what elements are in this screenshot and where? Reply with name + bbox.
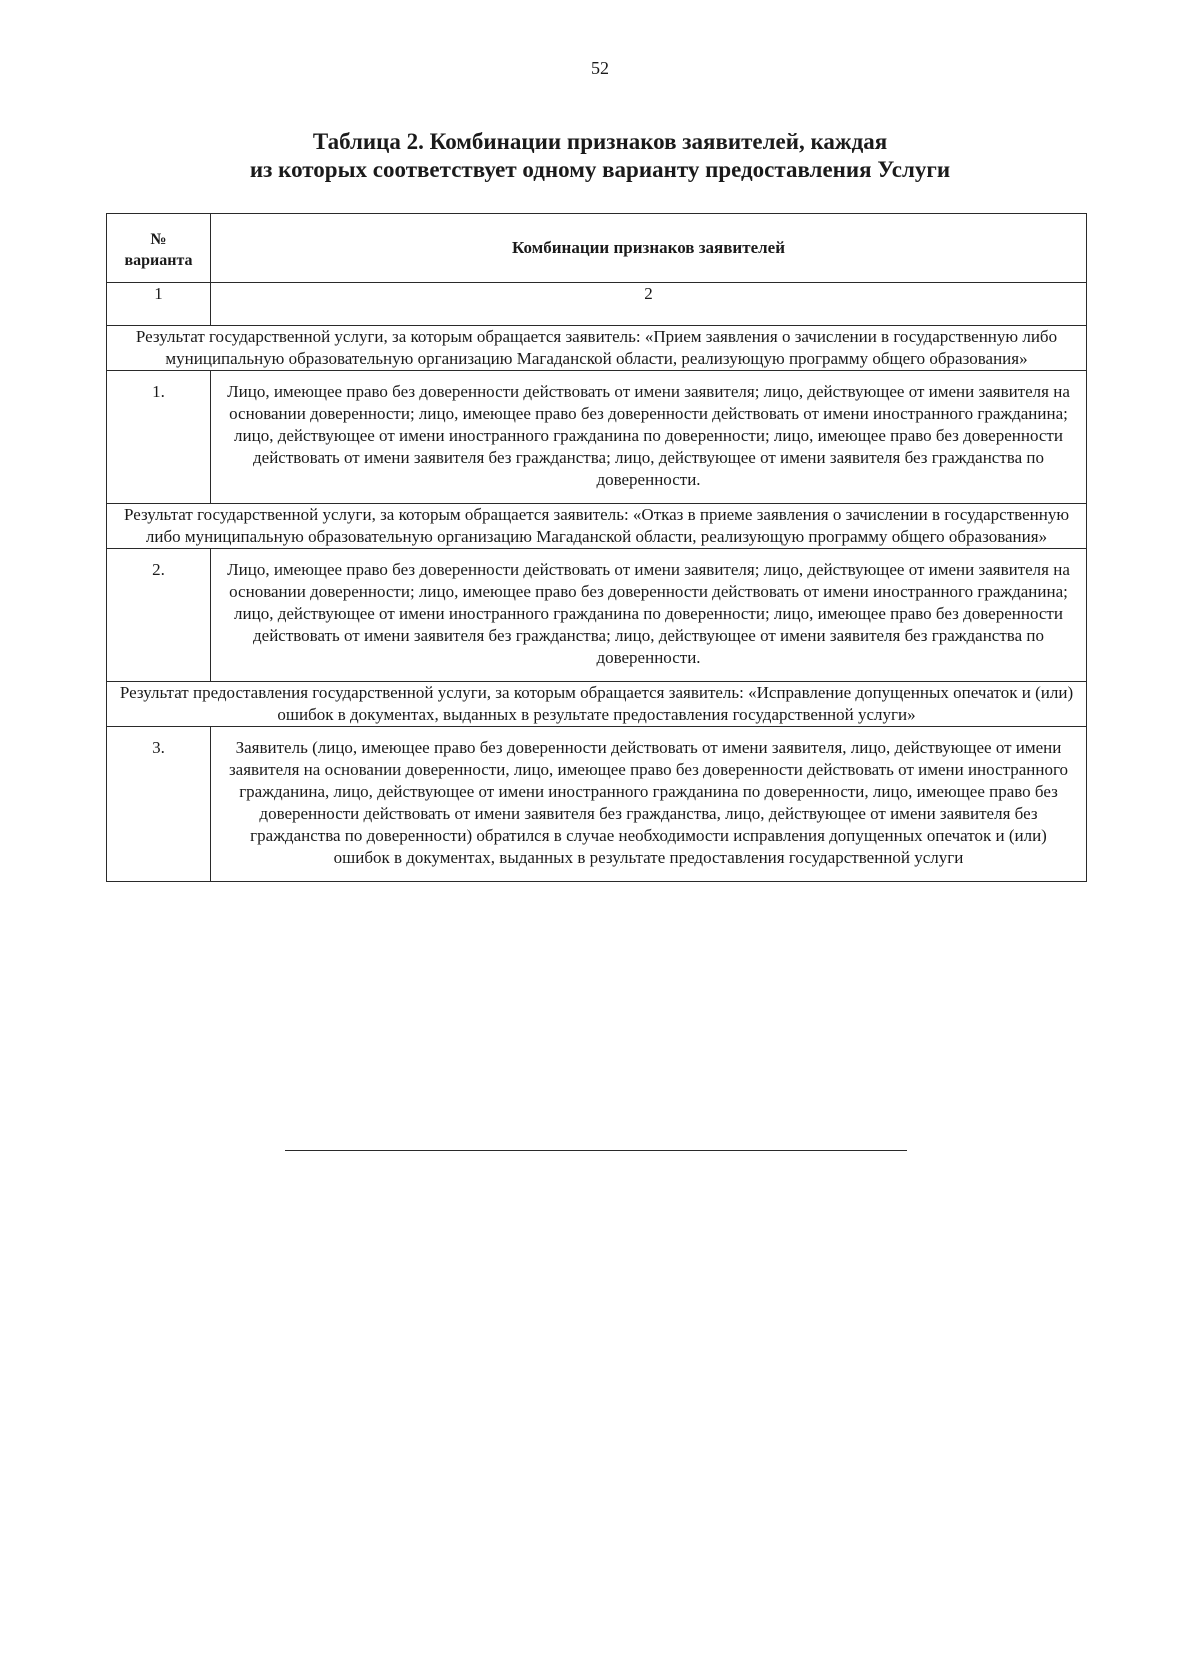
- column-index-row: [107, 283, 1087, 326]
- header-combinations: Комбинации признаков заявителей: [211, 214, 1087, 283]
- header-number-sign: №: [150, 231, 167, 248]
- variant-number-2: 2.: [107, 549, 211, 682]
- end-of-document-rule: [285, 1150, 907, 1151]
- table-title-line-1: Таблица 2. Комбинации признаков заявителей, каждая: [312, 129, 888, 154]
- variant-text-1: Лицо, имеющее право без доверенности действовать от имени заявителя; лицо, действующее от имени заявителя на основании доверенности; лицо, имеющее право без доверенности действовать от имени иностранного гражданина; лицо, действующее от имени иностранного гражданина по доверенности; лицо, имеющее право без доверенности действовать от имени заявителя без гражданства; лицо, действующее от имени заявителя без гражданства по доверенности.: [211, 371, 1087, 504]
- variant-number-1: 1.: [107, 371, 211, 504]
- table-header-row: [107, 214, 1087, 283]
- variant-text-3: Заявитель (лицо, имеющее право без доверенности действовать от имени заявителя, лицо, действующее от имени заявителя на основании доверенности, лицо, имеющее право без доверенности действовать от имени иностранного гражданина, лицо, действующее от имени иностранного гражданина по доверенности, лицо, имеющее право без доверенности действовать от имени заявителя без гражданства, лицо, действующее от имени заявителя без гражданства по доверенности) обратился в случае необходимости исправления допущенных опечаток и (или) ошибок в документах, выданных в результате предоставления государственной услуги: [211, 727, 1087, 882]
- variant-row-2: [107, 549, 1087, 682]
- column-index-1: 1: [107, 283, 211, 326]
- header-variant-number: [107, 214, 211, 283]
- table-title: [150, 128, 1050, 184]
- variant-text-2: Лицо, имеющее право без доверенности действовать от имени заявителя; лицо, действующее от имени заявителя на основании доверенности; лицо, имеющее право без доверенности действовать от имени иностранного гражданина; лицо, действующее от имени иностранного гражданина по доверенности; лицо, имеющее право без доверенности действовать от имени заявителя без гражданства; лицо, действующее от имени заявителя без гражданства по доверенности.: [211, 549, 1087, 682]
- result-row-3: [107, 682, 1087, 727]
- variant-row-3: [107, 727, 1087, 882]
- result-text-3: Результат предоставления государственной услуги, за которым обращается заявитель: «Исправление допущенных опечаток и (или) ошибок в документах, выданных в результате предоставления государственной услуги»: [107, 682, 1087, 727]
- header-variant-word: варианта: [124, 252, 193, 269]
- variant-number-3: 3.: [107, 727, 211, 882]
- result-row-1: [107, 326, 1087, 371]
- applicant-combinations-table: [106, 213, 1087, 882]
- result-text-2: Результат государственной услуги, за которым обращается заявитель: «Отказ в приеме заявления о зачислении в государственную либо муниципальную образовательную организацию Магаданской области, реализующую программу общего образования»: [107, 504, 1087, 549]
- result-row-2: [107, 504, 1087, 549]
- column-index-2: 2: [211, 283, 1087, 326]
- variant-row-1: [107, 371, 1087, 504]
- result-text-1: Результат государственной услуги, за которым обращается заявитель: «Прием заявления о зачислении в государственную либо муниципальную образовательную организацию Магаданской области, реализующую программу общего образования»: [107, 326, 1087, 371]
- page-number: 52: [591, 58, 609, 78]
- table-title-line-2: из которых соответствует одному варианту предоставления Услуги: [249, 157, 951, 182]
